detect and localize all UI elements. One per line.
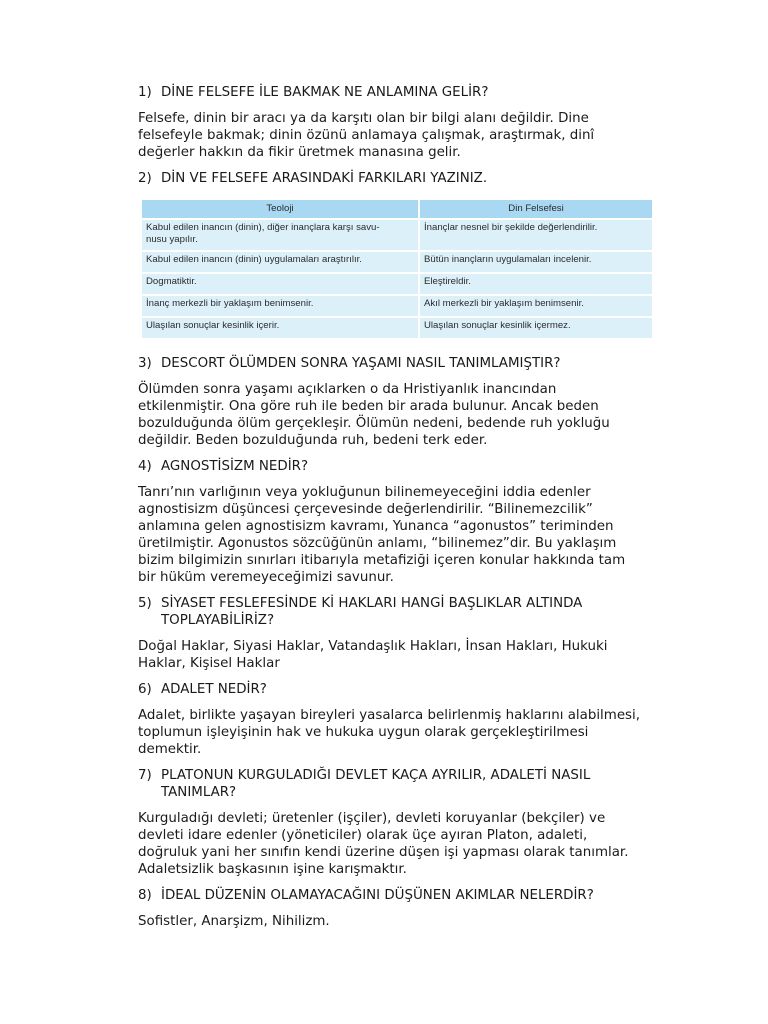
comparison-table	[142, 200, 652, 338]
question-text: DESCORT ÖLÜMDEN SONRA YAŞAMI NASIL TANIMLAMIŞTIR?	[161, 356, 561, 371]
answer-line: doğruluk yani her sınıfın kendi üzerine düşen işi yapması olarak tanımlar.	[138, 845, 629, 860]
question-text: DİN VE FELSEFE ARASINDAKİ FARKILARI YAZINIZ.	[161, 171, 488, 186]
table-row	[142, 317, 652, 338]
table-cell: Ulaşılan sonuçlar kesinlik içermez.	[419, 317, 652, 338]
answer-5	[138, 638, 698, 672]
answer-line: Felsefe, dinin bir aracı ya da karşıtı olan bir bilgi alanı değildir. Dine	[138, 111, 589, 126]
question-number: 3)	[138, 356, 152, 371]
answer-line: felsefeyle bakmak; dinin özünü anlamaya çalışmak, araştırmak, dinî	[138, 128, 595, 143]
answer-3	[138, 381, 698, 449]
table-row	[142, 251, 652, 273]
table-cell: Eleştireldir.	[419, 273, 652, 295]
answer-4	[138, 484, 698, 586]
question-text: İDEAL DÜZENİN OLAMAYACAĞINI DÜŞÜNEN AKIMLAR NELERDİR?	[161, 888, 594, 903]
answer-line: agnostisizm düşüncesi çerçevesinde değerlendirilir. “Bilinemezcilik”	[138, 502, 593, 517]
table-header-row	[142, 200, 652, 219]
question-text: DİNE FELSEFE İLE BAKMAK NE ANLAMINA GELİR?	[161, 85, 489, 100]
table-header-din-felsefesi: Din Felsefesi	[419, 200, 652, 219]
answer-line: demektir.	[138, 742, 202, 757]
question-number: 8)	[138, 888, 152, 903]
table-cell: Kabul edilen inancın (dinin) uygulamaları araştırılır.	[142, 251, 419, 273]
table-row	[142, 295, 652, 317]
question-6	[138, 681, 698, 698]
table-cell: Ulaşılan sonuçlar kesinlik içerir.	[142, 317, 419, 338]
answer-line: Sofistler, Anarşizm, Nihilizm.	[138, 914, 330, 929]
answer-line: devleti idare edenler (yöneticiler) olarak üçe ayıran Platon, adaleti,	[138, 828, 588, 843]
question-number: 7)	[138, 768, 152, 783]
question-text	[161, 595, 698, 629]
table-cell: İnançlar nesnel bir şekilde değerlendirilir.	[419, 219, 652, 251]
answer-line: bir hüküm veremeyeceğimizi savunur.	[138, 570, 394, 585]
answer-line: Kurguladığı devleti; üretenler (işçiler), devleti koruyanlar (bekçiler) ve	[138, 811, 606, 826]
answer-line: Ölümden sonra yaşamı açıklarken o da Hristiyanlık inancından	[138, 382, 557, 397]
table-cell-line: Kabul edilen inancın (dinin), diğer inançlara karşı savu-	[146, 222, 380, 233]
question-number: 5)	[138, 596, 152, 611]
table-cell: İnanç merkezli bir yaklaşım benimsenir.	[142, 295, 419, 317]
question-number: 4)	[138, 459, 152, 474]
answer-line: Adaletsizlik başkasının işine karışmaktır.	[138, 862, 407, 877]
question-2	[138, 170, 698, 187]
question-line: SİYASET FESLEFESİNDE Kİ HAKLARI HANGİ BAŞLIKLAR ALTINDA	[161, 596, 583, 611]
answer-8	[138, 913, 698, 930]
answer-6	[138, 707, 698, 758]
table-cell: Akıl merkezli bir yaklaşım benimsenir.	[419, 295, 652, 317]
answer-line: Haklar, Kişisel Haklar	[138, 656, 280, 671]
table-cell	[142, 219, 419, 251]
question-line: PLATONUN KURGULADIĞI DEVLET KAÇA AYRILIR, ADALETİ NASIL	[161, 768, 591, 783]
answer-line: değerler hakkın da fikir üretmek manasına gelir.	[138, 145, 461, 160]
answer-line: bizim bilgimizin sınırları itibarıyla metafiziği içeren konular hakkında tam	[138, 553, 626, 568]
question-3	[138, 355, 698, 372]
table-row	[142, 219, 652, 251]
table-cell-line: nusu yapılır.	[146, 233, 198, 245]
answer-line: Tanrı’nın varlığının veya yokluğunun bilinemeyeceğini iddia edenler	[138, 485, 591, 500]
question-4	[138, 458, 698, 475]
question-number: 1)	[138, 85, 152, 100]
answer-line: değildir. Beden bozulduğunda ruh, bedeni terk eder.	[138, 433, 488, 448]
question-number: 2)	[138, 171, 152, 186]
table-cell: Dogmatiktir.	[142, 273, 419, 295]
document-body	[138, 84, 698, 939]
question-5	[138, 595, 698, 629]
answer-line: toplumun işleyişinin hak ve hukuka uygun olarak gerçekleştirilmesi	[138, 725, 589, 740]
question-text: AGNOSTİSİZM NEDİR?	[161, 459, 309, 474]
table-header-teoloji: Teoloji	[142, 200, 419, 219]
answer-line: Adalet, birlikte yaşayan bireyleri yasalarca belirlenmiş haklarını alabilmesi,	[138, 708, 641, 723]
table-row	[142, 273, 652, 295]
answer-line: bozulduğunda ölüm gerçekleşir. Ölümün nedeni, bedende ruh yokluğu	[138, 416, 610, 431]
answer-1	[138, 110, 698, 161]
question-1	[138, 84, 698, 101]
question-line: TANIMLAR?	[161, 785, 237, 800]
question-text: ADALET NEDİR?	[161, 682, 267, 697]
answer-7	[138, 810, 698, 878]
question-number: 6)	[138, 682, 152, 697]
table-cell: Bütün inançların uygulamaları incelenir.	[419, 251, 652, 273]
question-text	[161, 767, 698, 801]
answer-line: etkilenmiştir. Ona göre ruh ile beden bir arada bulunur. Ancak beden	[138, 399, 599, 414]
answer-line: üretilmiştir. Agonustos sözcüğünün anlamı, “bilinemez”dir. Bu yaklaşım	[138, 536, 617, 551]
question-line: TOPLAYABİLİRİZ?	[161, 613, 275, 628]
question-7	[138, 767, 698, 801]
answer-line: anlamına gelen agnostisizm kavramı, Yunanca “agonustos” teriminden	[138, 519, 614, 534]
answer-line: Doğal Haklar, Siyasi Haklar, Vatandaşlık Hakları, İnsan Hakları, Hukuki	[138, 639, 608, 654]
question-8	[138, 887, 698, 904]
comparison-table-wrapper	[142, 200, 652, 338]
